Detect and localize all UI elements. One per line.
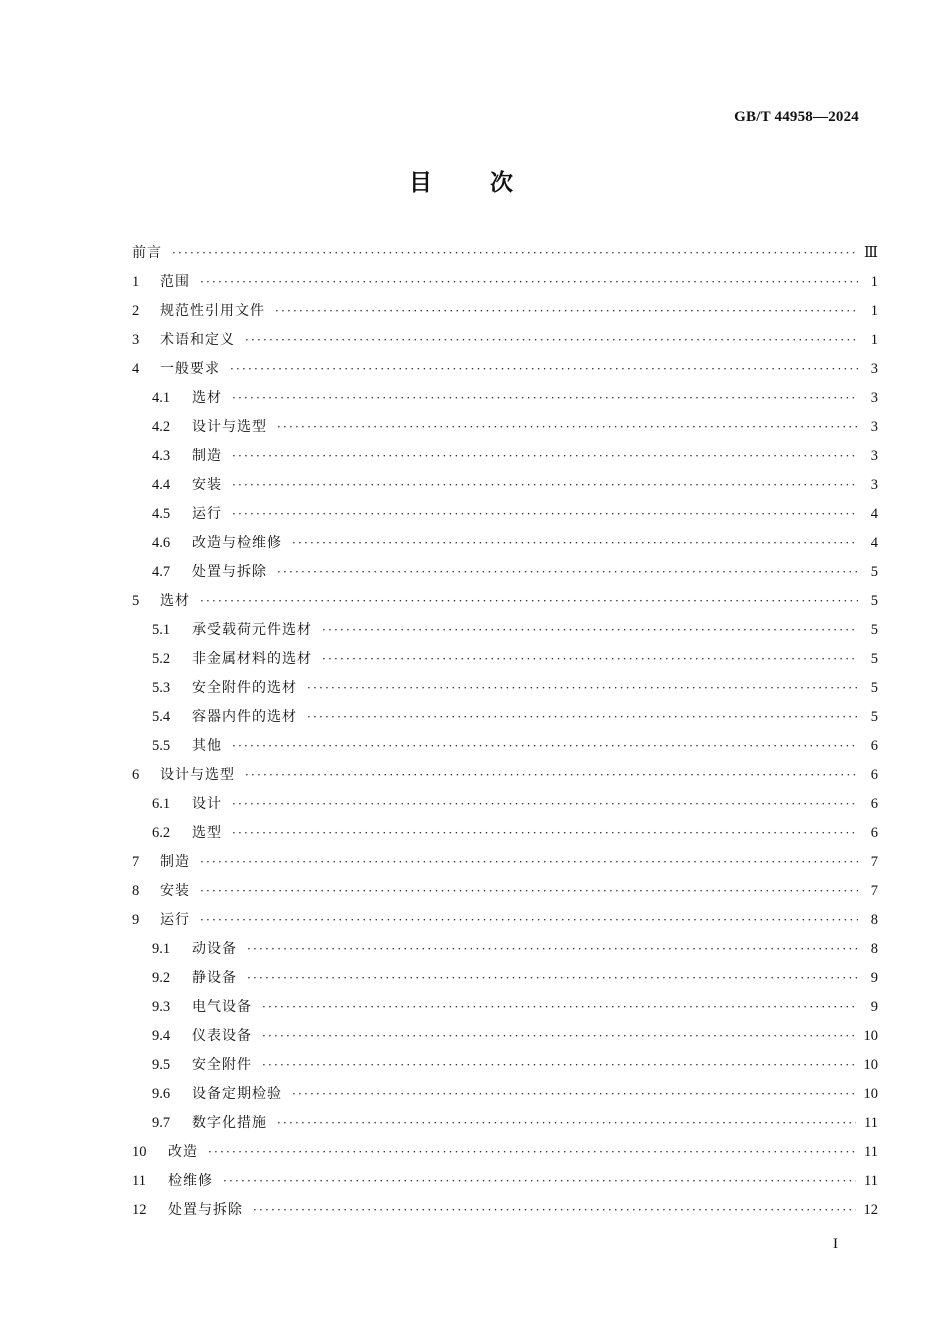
toc-dot-leader — [292, 529, 858, 558]
toc-entry[interactable] — [132, 732, 878, 761]
toc-entry[interactable] — [132, 616, 878, 645]
toc-entry-number: 4.6 — [152, 535, 171, 551]
toc-dot-leader — [232, 471, 858, 500]
toc-entry[interactable] — [132, 529, 878, 558]
toc-entry[interactable] — [132, 1080, 878, 1109]
toc-entry-page: 4 — [870, 535, 878, 551]
toc-entry-label: 设备定期检验 — [192, 1086, 282, 1102]
toc-dot-leader — [292, 1080, 856, 1109]
toc-entry[interactable] — [132, 326, 878, 355]
toc-entry-number: 5.1 — [152, 622, 171, 638]
toc-entry-label: 处置与拆除 — [168, 1202, 243, 1218]
toc-entry[interactable] — [132, 558, 878, 587]
toc-entry-label: 安装 — [160, 883, 190, 899]
toc-entry-number: 6.2 — [152, 825, 171, 841]
toc-entry-label: 制造 — [160, 854, 190, 870]
toc-dot-leader — [245, 326, 858, 355]
toc-entry[interactable] — [132, 355, 878, 384]
toc-entry[interactable] — [132, 906, 878, 935]
toc-entry-page: 7 — [870, 883, 878, 899]
toc-entry-page: Ⅲ — [864, 245, 878, 261]
toc-entry-number: 9.3 — [152, 999, 171, 1015]
toc-dot-leader — [322, 645, 858, 674]
toc-entry-label: 检维修 — [168, 1173, 213, 1189]
toc-dot-leader — [247, 935, 858, 964]
toc-entry[interactable] — [132, 1167, 878, 1196]
toc-dot-leader — [307, 674, 858, 703]
toc-entry[interactable] — [132, 761, 878, 790]
toc-entry-number: 4.1 — [152, 390, 171, 406]
toc-entry-page: 5 — [870, 564, 878, 580]
toc-entry-label: 术语和定义 — [160, 332, 235, 348]
toc-entry-number: 7 — [132, 854, 140, 870]
toc-entry-label: 动设备 — [192, 941, 237, 957]
toc-entry-page: 10 — [863, 1028, 878, 1044]
toc-entry[interactable] — [132, 587, 878, 616]
toc-entry[interactable] — [132, 239, 878, 268]
toc-entry-number: 9.4 — [152, 1028, 171, 1044]
toc-entry-page: 1 — [870, 332, 878, 348]
toc-entry-number: 4.2 — [152, 419, 171, 435]
toc-entry-label: 运行 — [192, 506, 222, 522]
toc-entry-page: 5 — [870, 680, 878, 696]
toc-entry[interactable] — [132, 471, 878, 500]
toc-entry-page: 9 — [870, 999, 878, 1015]
toc-entry-page: 11 — [864, 1173, 878, 1189]
toc-entry-label: 电气设备 — [192, 999, 252, 1015]
toc-entry-label: 非金属材料的选材 — [192, 651, 312, 667]
toc-dot-leader — [200, 268, 858, 297]
toc-entry-page: 11 — [864, 1115, 878, 1131]
toc-entry[interactable] — [132, 1109, 878, 1138]
toc-dot-leader — [322, 616, 858, 645]
toc-entry-label: 规范性引用文件 — [160, 303, 265, 319]
toc-entry-page: 3 — [870, 419, 878, 435]
toc-dot-leader — [277, 413, 858, 442]
toc-entry-page: 3 — [870, 361, 878, 377]
toc-dot-leader — [230, 355, 858, 384]
toc-entry-label: 选材 — [160, 593, 190, 609]
toc-dot-leader — [172, 239, 856, 268]
toc-dot-leader — [275, 297, 858, 326]
toc-entry[interactable] — [132, 442, 878, 471]
toc-entry-page: 7 — [870, 854, 878, 870]
toc-entry-page: 5 — [870, 622, 878, 638]
toc-entry[interactable] — [132, 848, 878, 877]
toc-entry-page: 11 — [864, 1144, 878, 1160]
toc-entry-label: 改造与检维修 — [192, 535, 282, 551]
toc-entry[interactable] — [132, 964, 878, 993]
toc-entry-page: 1 — [870, 274, 878, 290]
toc-entry-page: 5 — [870, 651, 878, 667]
toc-entry-label: 选型 — [192, 825, 222, 841]
toc-entry-page: 3 — [870, 390, 878, 406]
toc-dot-leader — [232, 500, 858, 529]
toc-entry-label: 设计与选型 — [192, 419, 267, 435]
toc-dot-leader — [253, 1196, 856, 1225]
toc-entry[interactable] — [132, 297, 878, 326]
toc-entry-number: 2 — [132, 303, 140, 319]
toc-entry[interactable] — [132, 674, 878, 703]
table-of-contents — [132, 239, 878, 1225]
toc-entry-page: 5 — [870, 593, 878, 609]
toc-entry-number: 10 — [132, 1144, 147, 1160]
toc-entry-label: 范围 — [160, 274, 190, 290]
toc-entry[interactable] — [132, 1196, 878, 1225]
toc-entry-page: 12 — [863, 1202, 878, 1218]
toc-entry-page: 6 — [870, 825, 878, 841]
toc-entry[interactable] — [132, 384, 878, 413]
toc-entry-number: 1 — [132, 274, 140, 290]
toc-entry-number: 8 — [132, 883, 140, 899]
toc-entry[interactable] — [132, 877, 878, 906]
toc-entry-label: 制造 — [192, 448, 222, 464]
toc-dot-leader — [277, 558, 858, 587]
toc-entry-page: 5 — [870, 709, 878, 725]
toc-dot-leader — [307, 703, 858, 732]
toc-entry-label: 容器内件的选材 — [192, 709, 297, 725]
toc-entry-number: 11 — [132, 1173, 146, 1189]
toc-entry-page: 10 — [863, 1057, 878, 1073]
toc-entry[interactable] — [132, 1022, 878, 1051]
toc-entry-number: 4.7 — [152, 564, 171, 580]
toc-entry-page: 6 — [870, 738, 878, 754]
toc-dot-leader — [200, 587, 858, 616]
toc-entry-page: 10 — [863, 1086, 878, 1102]
toc-entry-label: 设计 — [192, 796, 222, 812]
toc-dot-leader — [232, 819, 858, 848]
toc-entry-number: 5 — [132, 593, 140, 609]
toc-entry-number: 4 — [132, 361, 140, 377]
toc-entry-page: 4 — [870, 506, 878, 522]
toc-entry-label: 数字化措施 — [192, 1115, 267, 1131]
toc-entry-number: 5.4 — [152, 709, 171, 725]
toc-dot-leader — [200, 848, 858, 877]
toc-dot-leader — [262, 1051, 856, 1080]
toc-dot-leader — [247, 964, 858, 993]
toc-entry-page: 3 — [870, 448, 878, 464]
toc-dot-leader — [262, 1022, 856, 1051]
toc-entry-number: 5.2 — [152, 651, 171, 667]
toc-entry[interactable] — [132, 993, 878, 1022]
toc-entry[interactable] — [132, 1138, 878, 1167]
toc-entry[interactable] — [132, 1051, 878, 1080]
toc-dot-leader — [223, 1167, 856, 1196]
toc-entry-label: 承受载荷元件选材 — [192, 622, 312, 638]
toc-entry-label: 静设备 — [192, 970, 237, 986]
toc-entry[interactable] — [132, 935, 878, 964]
toc-entry-number: 9 — [132, 912, 140, 928]
toc-dot-leader — [200, 906, 858, 935]
standard-code: GB/T 44958—2024 — [734, 109, 859, 125]
toc-entry-number: 9.7 — [152, 1115, 171, 1131]
toc-entry-number: 5.5 — [152, 738, 171, 754]
toc-entry[interactable] — [132, 413, 878, 442]
toc-entry-number: 4.3 — [152, 448, 171, 464]
toc-entry-page: 1 — [870, 303, 878, 319]
toc-dot-leader — [232, 384, 858, 413]
toc-dot-leader — [232, 790, 858, 819]
toc-dot-leader — [277, 1109, 856, 1138]
toc-entry-label: 安全附件 — [192, 1057, 252, 1073]
toc-entry-label: 其他 — [192, 738, 222, 754]
toc-entry-number: 12 — [132, 1202, 147, 1218]
toc-dot-leader — [245, 761, 858, 790]
toc-entry-number: 4.5 — [152, 506, 171, 522]
toc-entry-number: 6.1 — [152, 796, 171, 812]
toc-entry-page: 9 — [870, 970, 878, 986]
toc-entry-number: 6 — [132, 767, 140, 783]
toc-entry-label: 改造 — [168, 1144, 198, 1160]
toc-entry-label: 安全附件的选材 — [192, 680, 297, 696]
toc-entry[interactable] — [132, 500, 878, 529]
toc-entry-page: 8 — [870, 912, 878, 928]
toc-entry-label: 处置与拆除 — [192, 564, 267, 580]
toc-entry-number: 3 — [132, 332, 140, 348]
toc-dot-leader — [232, 732, 858, 761]
toc-entry-page: 8 — [870, 941, 878, 957]
toc-entry-page: 3 — [870, 477, 878, 493]
toc-entry-number: 9.2 — [152, 970, 171, 986]
toc-dot-leader — [200, 877, 858, 906]
toc-dot-leader — [262, 993, 858, 1022]
toc-entry-label: 仪表设备 — [192, 1028, 252, 1044]
toc-entry-label: 选材 — [192, 390, 222, 406]
toc-entry[interactable] — [132, 819, 878, 848]
toc-entry-label: 前言 — [132, 245, 162, 261]
toc-entry-label: 运行 — [160, 912, 190, 928]
toc-entry-number: 5.3 — [152, 680, 171, 696]
toc-dot-leader — [232, 442, 858, 471]
page-title: 目次 — [409, 170, 571, 196]
toc-entry-page: 6 — [870, 796, 878, 812]
toc-entry-page: 6 — [870, 767, 878, 783]
toc-entry-number: 4.4 — [152, 477, 171, 493]
toc-entry[interactable] — [132, 703, 878, 732]
toc-entry-number: 9.1 — [152, 941, 171, 957]
page-number: I — [833, 1236, 838, 1252]
toc-entry-label: 一般要求 — [160, 361, 220, 377]
toc-entry-label: 设计与选型 — [160, 767, 235, 783]
toc-entry[interactable] — [132, 645, 878, 674]
toc-dot-leader — [208, 1138, 856, 1167]
toc-entry-label: 安装 — [192, 477, 222, 493]
toc-entry-number: 9.6 — [152, 1086, 171, 1102]
toc-entry[interactable] — [132, 790, 878, 819]
toc-entry[interactable] — [132, 268, 878, 297]
toc-entry-number: 9.5 — [152, 1057, 171, 1073]
